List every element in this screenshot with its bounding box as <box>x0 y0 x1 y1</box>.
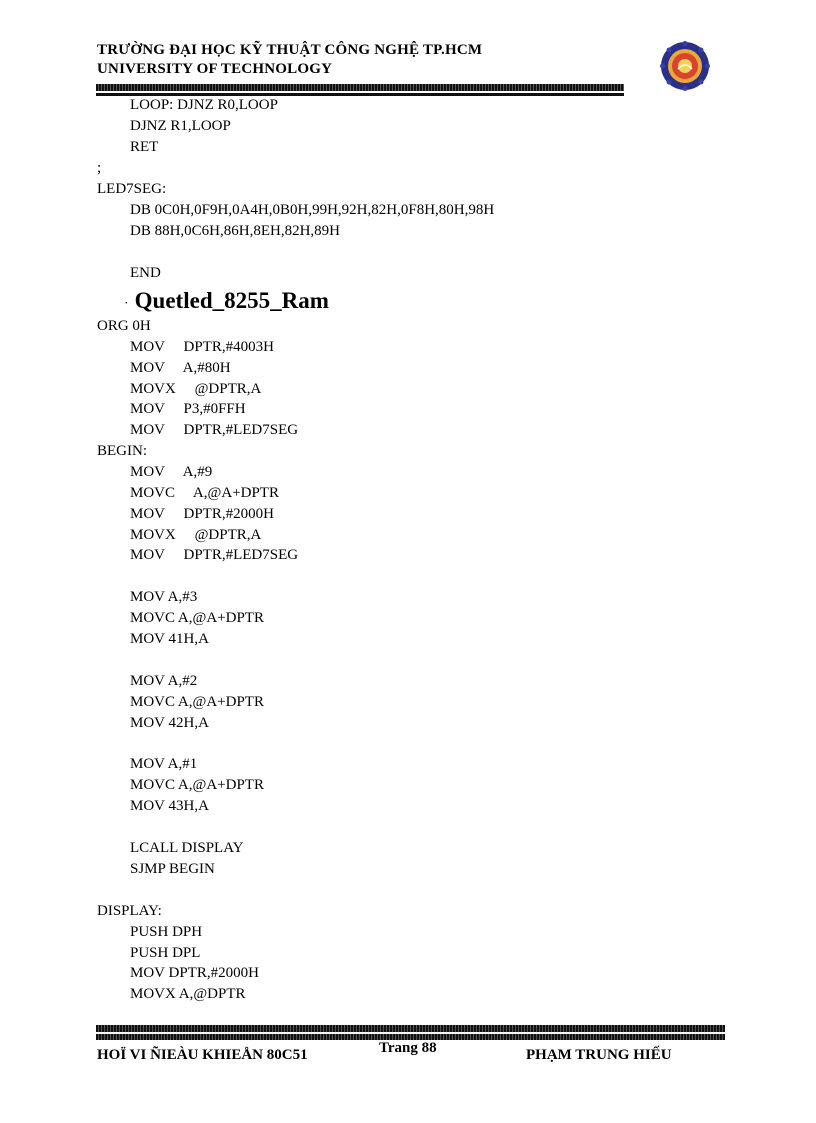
code-line: MOVX @DPTR,A <box>130 527 262 543</box>
code-line: LCALL DISPLAY <box>130 840 244 856</box>
code-line: MOV DPTR,#LED7SEG <box>130 547 299 563</box>
header-university-en: UNIVERSITY OF TECHNOLOGY <box>97 61 333 77</box>
footer-author: PHẠM TRUNG HIẾU <box>526 1047 672 1063</box>
code-line: DJNZ R1,LOOP <box>130 118 231 134</box>
code-label: LED7SEG: <box>97 181 167 197</box>
code-line: MOV A,#2 <box>130 673 198 689</box>
code-line: MOV A,#3 <box>130 589 198 605</box>
code-line: ORG 0H <box>97 318 151 334</box>
section-title: Quetled_8255_Ram <box>134 288 329 313</box>
code-line: MOVC A,@A+DPTR <box>130 485 279 501</box>
code-line: MOVC A,@A+DPTR <box>130 694 264 710</box>
code-line: MOV DPTR,#4003H <box>130 339 274 355</box>
header-rule-thick <box>96 84 624 91</box>
code-line: MOV 42H,A <box>130 715 209 731</box>
code-line: MOV 41H,A <box>130 631 209 647</box>
code-line: MOVC A,@A+DPTR <box>130 777 264 793</box>
code-label: DISPLAY: <box>97 903 162 919</box>
header-university-vn: TRƯỜNG ĐẠI HỌC KỸ THUẬT CÔNG NGHỆ TP.HCM <box>97 42 483 58</box>
code-line: ; <box>97 160 102 176</box>
code-line: PUSH DPL <box>130 945 201 961</box>
code-line: MOV A,#80H <box>130 360 231 376</box>
footer-course-title: HOÏ VI ÑIEÀU KHIEÅN 80C51 <box>97 1047 308 1063</box>
code-line: MOV DPTR,#LED7SEG <box>130 422 299 438</box>
code-line: MOV P3,#0FFH <box>130 401 246 417</box>
footer-page-number: Trang 88 <box>379 1040 437 1056</box>
code-line: MOVX @DPTR,A <box>130 381 262 397</box>
code-line: MOV A,#1 <box>130 756 198 772</box>
university-seal-icon <box>660 41 710 91</box>
code-line: MOVC A,@A+DPTR <box>130 610 264 626</box>
code-line: DB 0C0H,0F9H,0A4H,0B0H,99H,92H,82H,0F8H,80H,98H <box>130 202 495 218</box>
code-line: END <box>130 265 161 281</box>
code-line: SJMP BEGIN <box>130 861 215 877</box>
code-line: PUSH DPH <box>130 924 203 940</box>
code-line: MOV A,#9 <box>130 464 213 480</box>
code-line: LOOP: DJNZ R0,LOOP <box>130 97 278 113</box>
bullet-icon: · <box>124 296 129 312</box>
code-label: BEGIN: <box>97 443 147 459</box>
code-line: MOV DPTR,#2000H <box>130 506 274 522</box>
code-line: RET <box>130 139 159 155</box>
section-heading <box>124 288 329 314</box>
code-line: DB 88H,0C6H,86H,8EH,82H,89H <box>130 223 340 239</box>
code-line: MOVX A,@DPTR <box>130 986 246 1002</box>
code-line: MOV DPTR,#2000H <box>130 965 259 981</box>
code-line: MOV 43H,A <box>130 798 209 814</box>
header-rule-thin <box>96 93 624 96</box>
footer-rule-top <box>96 1025 725 1032</box>
